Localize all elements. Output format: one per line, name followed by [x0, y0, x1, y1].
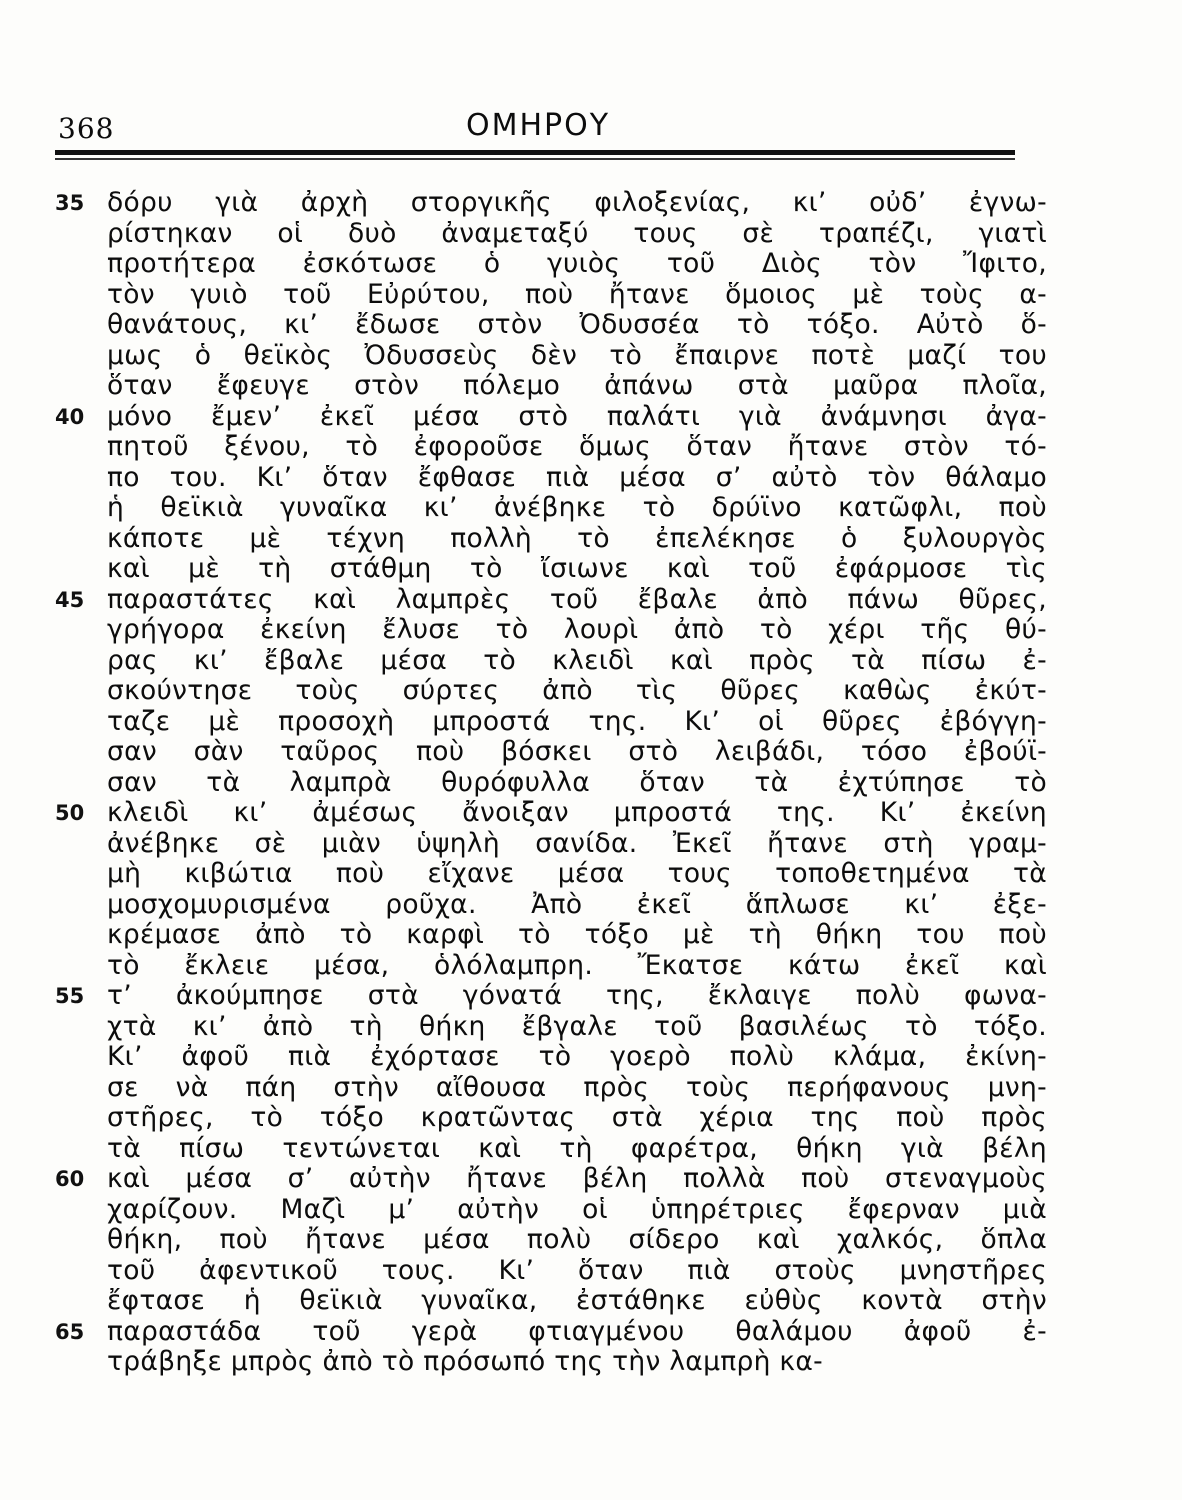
line-text: θανάτους, κι’ ἔδωσε στὸν Ὀδυσσέα τὸ τόξο. Αὐτὸ ὅ-: [107, 309, 1047, 340]
line-text: ἔφτασε ἡ θεϊκιὰ γυναῖκα, ἐστάθηκε εὐθὺς κοντὰ στὴν: [107, 1285, 1047, 1316]
text-line: [55, 644, 1047, 677]
line-text: πο του. Κι’ ὅταν ἔφθασε πιὰ μέσα σ’ αὐτὸ τὸν θάλαμο: [107, 461, 1047, 493]
running-title: ΟΜΗΡΟΥ: [465, 108, 611, 143]
page-number: 368: [58, 112, 115, 145]
text-line: [55, 705, 1047, 738]
line-number: 55: [55, 984, 85, 1008]
text-line: [55, 1132, 1047, 1165]
line-text: σκούντησε τοὺς σύρτες ἀπὸ τὶς θῦρες καθὼς ἐκύτ-: [107, 675, 1047, 706]
text-line: [55, 1010, 1047, 1043]
line-text: προτήτερα ἐσκότωσε ὁ γυιὸς τοῦ Διὸς τὸν Ἴφιτο,: [107, 248, 1047, 279]
text-line: [55, 309, 1047, 341]
text-line: [55, 1315, 1047, 1348]
text-line: [55, 1163, 1047, 1195]
line-number: 35: [55, 191, 85, 215]
line-number: 60: [55, 1167, 85, 1191]
line-number: 65: [55, 1319, 85, 1344]
line-text: τ’ ἀκούμπησε στὰ γόνατά της, ἔκλαιγε πολὺ φωνα-: [107, 980, 1047, 1011]
line-text: δόρυ γιὰ ἀρχὴ στοργικῆς φιλοξενίας, κι’ οὐδ’ ἐγνω-: [107, 187, 1047, 218]
text-line: [55, 1041, 1047, 1073]
text-line: [55, 949, 1047, 982]
header-rule: [55, 150, 1015, 155]
line-text: ρας κι’ ἔβαλε μέσα τὸ κλειδὶ καὶ πρὸς τὰ πίσω ἐ-: [107, 644, 1047, 676]
line-text: ἀνέβηκε σὲ μιὰν ὑψηλὴ σανίδα. Ἐκεῖ ἤτανε στὴ γραμ-: [107, 827, 1047, 859]
line-text: κάποτε μὲ τέχνη πολλὴ τὸ ἐπελέκησε ὁ ξυλουργὸς: [107, 522, 1047, 554]
text-line: [55, 187, 1047, 219]
text-line: [55, 431, 1047, 463]
text-line: [55, 827, 1047, 860]
text-line: [55, 675, 1047, 707]
text-line: [55, 1102, 1047, 1134]
line-text: μοσχομυρισμένα ροῦχα. Ἀπὸ ἐκεῖ ἅπλωσε κι’ ἐξε-: [107, 888, 1047, 920]
line-text: πητοῦ ξένου, τὸ ἐφοροῦσε ὅμως ὅταν ἤτανε στὸν τό-: [107, 431, 1047, 462]
line-text: ρίστηκαν οἱ δυὸ ἀναμεταξύ τους σὲ τραπέζι, γιατὶ: [107, 217, 1047, 249]
text-line: [55, 461, 1047, 494]
line-text: μως ὁ θεϊκὸς Ὀδυσσεὺς δὲν τὸ ἔπαιρνε ποτὲ μαζί του: [107, 339, 1047, 371]
line-text: θήκη, ποὺ ἤτανε μέσα πολὺ σίδερο καὶ χαλκός, ὅπλα: [107, 1224, 1047, 1255]
line-text: καὶ μέσα σ’ αὐτὴν ἤτανε βέλη πολλὰ ποὺ στεναγμοὺς: [107, 1163, 1047, 1194]
text-line: [55, 736, 1047, 768]
line-text: σαν τὰ λαμπρὰ θυρόφυλλα ὅταν τὰ ἐχτύπησε τὸ: [107, 766, 1047, 798]
line-text: παραστάτες καὶ λαμπρὲς τοῦ ἔβαλε ἀπὸ πάνω θῦρες,: [107, 583, 1047, 615]
header-rule-thin: [55, 158, 1015, 160]
line-text: γρήγορα ἐκείνη ἔλυσε τὸ λουρὶ ἀπὸ τὸ χέρι τῆς θύ-: [107, 614, 1047, 645]
line-text: ἡ θεϊκιὰ γυναῖκα κι’ ἀνέβηκε τὸ δρύϊνο κατῶφλι, ποὺ: [107, 492, 1047, 523]
line-text: τὸ ἔκλειε μέσα, ὁλόλαμπρη. Ἔκατσε κάτω ἐκεῖ καὶ: [107, 949, 1047, 981]
text-line: [55, 888, 1047, 921]
text-line: [55, 980, 1047, 1012]
line-number: 50: [55, 801, 85, 825]
line-text: κρέμασε ἀπὸ τὸ καρφὶ τὸ τόξο μὲ τὴ θήκη του ποὺ: [107, 919, 1047, 950]
line-number: 40: [55, 404, 85, 429]
text-line: [55, 217, 1047, 250]
line-text: σαν σὰν ταῦρος ποὺ βόσκει στὸ λειβάδι, τόσο ἐβούϊ-: [107, 736, 1047, 767]
text-line: [55, 1193, 1047, 1226]
line-text: σε νὰ πάη στὴν αἴθουσα πρὸς τοὺς περήφανους μνη-: [107, 1071, 1047, 1103]
text-line: [55, 553, 1047, 585]
text-line: [55, 858, 1047, 890]
line-text: τὸν γυιὸ τοῦ Εὐρύτου, ποὺ ἤτανε ὅμοιος μὲ τοὺς α-: [107, 278, 1047, 310]
text-line: [55, 1347, 1015, 1378]
line-text: ταζε μὲ προσοχὴ μπροστά της. Κι’ οἱ θῦρες ἐβόγγη-: [107, 705, 1047, 737]
text-line: [55, 400, 1047, 433]
body-text: [55, 187, 1047, 1378]
text-line: [55, 339, 1047, 372]
text-line: [55, 370, 1047, 402]
text-line: [55, 1224, 1047, 1256]
text-line: [55, 1254, 1047, 1287]
line-text: στῆρες, τὸ τόξο κρατῶντας στὰ χέρια της ποὺ πρὸς: [107, 1102, 1047, 1133]
text-line: [55, 278, 1047, 311]
line-text: χτὰ κι’ ἀπὸ τὴ θήκη ἔβγαλε τοῦ βασιλέως τὸ τόξο.: [107, 1010, 1047, 1042]
line-text: χαρίζουν. Μαζὶ μ’ αὐτὴν οἱ ὑπηρέτριες ἔφερναν μιὰ: [107, 1193, 1047, 1225]
line-text: τοῦ ἀφεντικοῦ τους. Κι’ ὅταν πιὰ στοὺς μνηστῆρες: [107, 1254, 1047, 1286]
text-line: [55, 522, 1047, 555]
line-text: παραστάδα τοῦ γερὰ φτιαγμένου θαλάμου ἀφοῦ ἐ-: [107, 1315, 1047, 1347]
line-text: κλειδὶ κι’ ἀμέσως ἄνοιξαν μπροστά της. Κι’ ἐκείνη: [107, 797, 1047, 828]
text-line: [55, 614, 1047, 646]
text-line: [55, 1285, 1047, 1317]
text-line: [55, 797, 1047, 829]
text-line: [55, 248, 1047, 280]
text-line: [55, 583, 1047, 616]
line-text: μόνο ἔμεν’ ἐκεῖ μέσα στὸ παλάτι γιὰ ἀνάμνησι ἀγα-: [107, 400, 1047, 432]
text-line: [55, 492, 1047, 524]
text-line: [55, 1071, 1047, 1104]
text-line: [55, 766, 1047, 799]
line-text: καὶ μὲ τὴ στάθμη τὸ ἴσιωνε καὶ τοῦ ἐφάρμοσε τὶς: [107, 553, 1047, 584]
line-text: τὰ πίσω τεντώνεται καὶ τὴ φαρέτρα, θήκη γιὰ βέλη: [107, 1132, 1047, 1164]
line-number: 45: [55, 587, 85, 612]
page-header: [58, 108, 1018, 148]
text-line: [55, 919, 1047, 951]
line-text: ὅταν ἔφευγε στὸν πόλεμο ἀπάνω στὰ μαῦρα πλοῖα,: [107, 370, 1047, 401]
line-text: τράβηξε μπρὸς ἀπὸ τὸ πρόσωπό της τὴν λαμπρὴ κα-: [107, 1346, 823, 1377]
line-text: μὴ κιβώτια ποὺ εἴχανε μέσα τους τοποθετημένα τὰ: [107, 858, 1047, 889]
line-text: Κι’ ἀφοῦ πιὰ ἐχόρτασε τὸ γοερὸ πολὺ κλάμα, ἐκίνη-: [107, 1041, 1047, 1072]
